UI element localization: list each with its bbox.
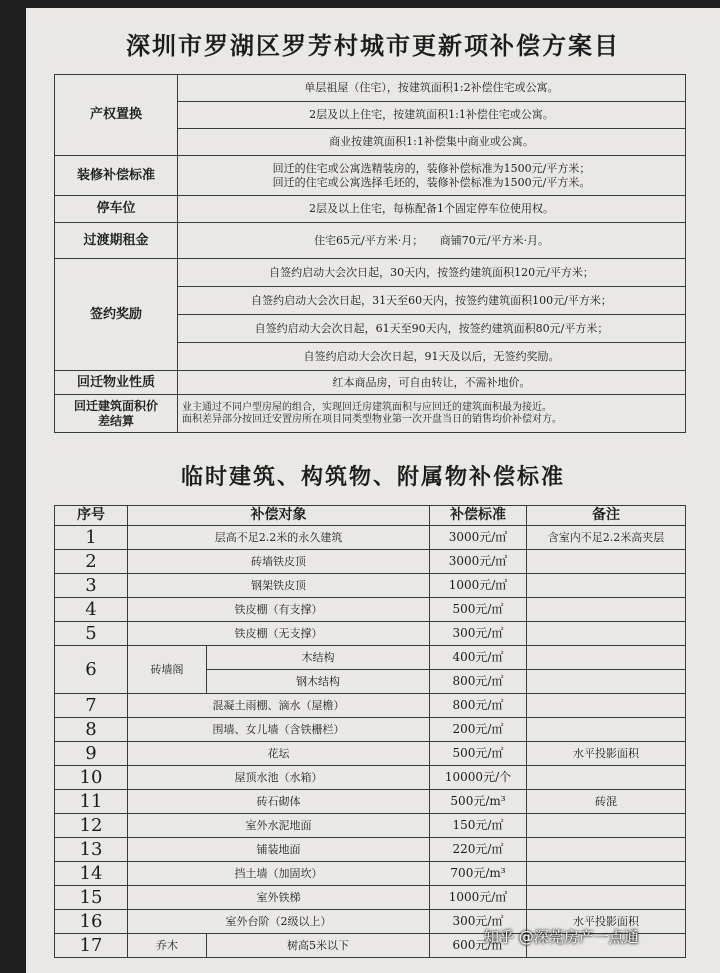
compensation-plan-table [54, 74, 686, 433]
row-number: 9 [55, 742, 128, 766]
row-note [527, 646, 686, 670]
row-note [527, 886, 686, 910]
table-row [55, 550, 686, 574]
row-item: 室外铁梯 [128, 886, 430, 910]
row-text: 自签约启动大会次日起，91天及以后，无签约奖励。 [178, 343, 686, 371]
row-category: 停车位 [55, 196, 178, 223]
row-note [527, 598, 686, 622]
row-category: 回迁建筑面积价 差结算 [55, 395, 178, 433]
row-text: 自签约启动大会次日起，31天至60天内，按签约建筑面积100元/平方米； [178, 287, 686, 315]
row-note [527, 574, 686, 598]
header-standard: 补偿标准 [430, 506, 527, 526]
table-row [55, 838, 686, 862]
row-number: 2 [55, 550, 128, 574]
row-number: 4 [55, 598, 128, 622]
table-row [55, 646, 686, 670]
table-row [55, 598, 686, 622]
row-number: 14 [55, 862, 128, 886]
table-row [55, 862, 686, 886]
row-item: 花坛 [128, 742, 430, 766]
row-standard: 400元/㎡ [430, 646, 527, 670]
row-standard: 300元/㎡ [430, 910, 527, 934]
row-number: 1 [55, 526, 128, 550]
row-text: 回迁的住宅或公寓选精装房的，装修补偿标准为1500元/平方米； 回迁的住宅或公寓选择毛坯的，装修补偿标准为1500元/平方米。 [178, 156, 686, 196]
row-number: 17 [55, 934, 128, 958]
table-row [55, 766, 686, 790]
row-note [527, 694, 686, 718]
watermark: 知乎 @深莞房产一点通 [484, 928, 639, 946]
row-item: 围墙、女儿墙（含铁栅栏） [128, 718, 430, 742]
row-number: 10 [55, 766, 128, 790]
row-category: 签约奖励 [55, 259, 178, 371]
table-row [55, 886, 686, 910]
row-category: 过渡期租金 [55, 223, 178, 259]
row-standard: 600元/㎡ [430, 934, 527, 958]
document-sheet [26, 8, 720, 973]
table-row [55, 395, 686, 433]
row-number: 15 [55, 886, 128, 910]
temporary-building-table [54, 505, 686, 958]
table-row [55, 718, 686, 742]
row-text: 单层祖屋（住宅），按建筑面积1:2补偿住宅或公寓。 [178, 75, 686, 102]
header-item: 补偿对象 [128, 506, 430, 526]
row-number: 13 [55, 838, 128, 862]
row-note [527, 718, 686, 742]
row-text: 红本商品房，可自由转让，不需补地价。 [178, 371, 686, 395]
table-row [55, 526, 686, 550]
row-group: 砖墙阁 [128, 646, 207, 694]
row-number: 16 [55, 910, 128, 934]
table-row [55, 622, 686, 646]
row-item: 屋顶水池（水箱） [128, 766, 430, 790]
row-standard: 3000元/㎡ [430, 526, 527, 550]
row-number: 7 [55, 694, 128, 718]
row-note: 砖混 [527, 790, 686, 814]
row-note [527, 550, 686, 574]
row-note [527, 670, 686, 694]
row-item: 木结构 [207, 646, 430, 670]
row-text: 商业按建筑面积1:1补偿集中商业或公寓。 [178, 129, 686, 156]
row-category: 装修补偿标准 [55, 156, 178, 196]
row-category: 回迁物业性质 [55, 371, 178, 395]
table-row [55, 790, 686, 814]
row-item: 铁皮棚（无支撑） [128, 622, 430, 646]
page-title: 深圳市罗湖区罗芳村城市更新项补偿方案目 [126, 31, 620, 60]
row-standard: 500元/㎡ [430, 742, 527, 766]
row-item: 混凝土雨棚、滴水（屋檐） [128, 694, 430, 718]
row-item: 树高5米以下 [207, 934, 430, 958]
row-note [527, 622, 686, 646]
row-standard: 220元/㎡ [430, 838, 527, 862]
row-standard: 700元/m³ [430, 862, 527, 886]
row-note: 含室内不足2.2米高夹层 [527, 526, 686, 550]
row-note [527, 766, 686, 790]
row-standard: 200元/㎡ [430, 718, 527, 742]
row-item: 层高不足2.2米的永久建筑 [128, 526, 430, 550]
row-item: 铺装地面 [128, 838, 430, 862]
row-category: 产权置换 [55, 75, 178, 156]
table-row [55, 371, 686, 395]
table-row [55, 75, 686, 102]
row-text: 自签约启动大会次日起，30天内，按签约建筑面积120元/平方米； [178, 259, 686, 287]
row-standard: 800元/㎡ [430, 694, 527, 718]
row-note [527, 838, 686, 862]
row-standard: 300元/㎡ [430, 622, 527, 646]
table-row [55, 196, 686, 223]
row-number: 8 [55, 718, 128, 742]
row-number: 6 [55, 646, 128, 694]
row-text: 业主通过不同户型房屋的组合，实现回迁房建筑面积与应回迁的建筑面积最为接近。 面积差异部分按回迁安置房所在项目同类型物业第一次开盘当日的销售均价补偿对方。 [178, 395, 686, 433]
row-standard: 500元/㎡ [430, 598, 527, 622]
table-row [55, 814, 686, 838]
row-text: 自签约启动大会次日起，61天至90天内，按签约建筑面积80元/平方米； [178, 315, 686, 343]
table-row [55, 574, 686, 598]
table-header-row [55, 506, 686, 526]
row-standard: 3000元/㎡ [430, 550, 527, 574]
row-number: 11 [55, 790, 128, 814]
row-note [527, 862, 686, 886]
row-item: 室外台阶（2级以上） [128, 910, 430, 934]
row-standard: 1000元/㎡ [430, 886, 527, 910]
row-number: 3 [55, 574, 128, 598]
table-row [55, 694, 686, 718]
row-number: 5 [55, 622, 128, 646]
row-standard: 150元/㎡ [430, 814, 527, 838]
row-text: 2层及以上住宅，每栋配备1个固定停车位使用权。 [178, 196, 686, 223]
table-row [55, 223, 686, 259]
row-item: 钢木结构 [207, 670, 430, 694]
table-row [55, 156, 686, 196]
table-row [55, 259, 686, 287]
row-note: 水平投影面积 [527, 910, 686, 934]
row-group: 乔木 [128, 934, 207, 958]
row-note: 水平投影面积 [527, 742, 686, 766]
row-item: 砖石砌体 [128, 790, 430, 814]
row-standard: 500元/m³ [430, 790, 527, 814]
row-standard: 1000元/㎡ [430, 574, 527, 598]
row-standard: 10000元/个 [430, 766, 527, 790]
row-note [527, 814, 686, 838]
row-item: 铁皮棚（有支撑） [128, 598, 430, 622]
row-number: 12 [55, 814, 128, 838]
header-no: 序号 [55, 506, 128, 526]
row-item: 室外水泥地面 [128, 814, 430, 838]
row-text: 2层及以上住宅，按建筑面积1:1补偿住宅或公寓。 [178, 102, 686, 129]
section-title: 临时建筑、构筑物、附属物补偿标准 [180, 464, 565, 490]
row-item: 钢架铁皮顶 [128, 574, 430, 598]
header-note: 备注 [527, 506, 686, 526]
row-text: 住宅65元/平方米·月； 商铺70元/平方米·月。 [178, 223, 686, 259]
table-row [55, 742, 686, 766]
row-item: 砖墙铁皮顶 [128, 550, 430, 574]
row-item: 挡土墙（加固坎） [128, 862, 430, 886]
row-standard: 800元/㎡ [430, 670, 527, 694]
